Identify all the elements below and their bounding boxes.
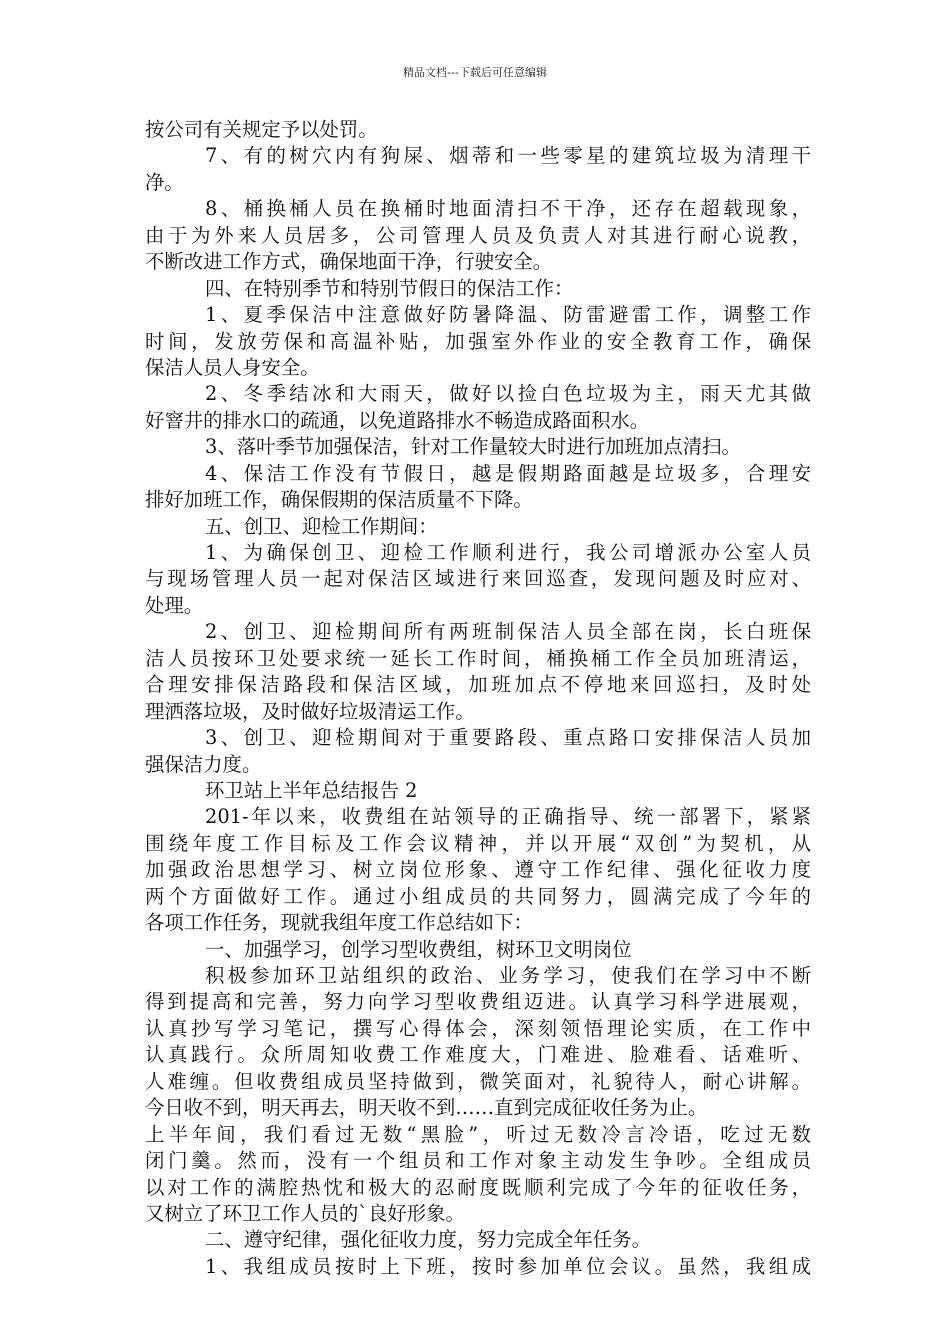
text-line: 认真抄写学习笔记，撰写心得体会，深刻领悟理论实质，在工作中 bbox=[145, 1016, 811, 1040]
report-title: 环卫站上半年总结报告 2 bbox=[205, 778, 418, 802]
text-line: 3、创卫、迎检期间对于重要路段、重点路口安排保洁人员加 bbox=[205, 726, 811, 750]
text-line: 得到提高和完善，努力向学习型收费组迈进。认真学习科学进展观， bbox=[145, 990, 811, 1014]
text-line: 又树立了环卫工作人员的`良好形象。 bbox=[145, 1201, 465, 1225]
text-line: 201-年以来，收费组在站领导的正确指导、统一部署下，紧紧 bbox=[205, 805, 811, 829]
text-line: 保洁人员人身安全。 bbox=[145, 355, 320, 379]
text-line: 各项工作任务，现就我组年度工作总结如下： bbox=[145, 911, 533, 935]
text-line: 围绕年度工作目标及工作会议精神，并以开展“双创”为契机，从 bbox=[145, 831, 811, 855]
text-line: 2、创卫、迎检期间所有两班制保洁人员全部在岗，长白班保 bbox=[205, 620, 811, 644]
text-line: 处理。 bbox=[145, 593, 204, 617]
text-line: 4、保洁工作没有节假日，越是假期路面越是垃圾多，合理安 bbox=[205, 461, 811, 485]
section-heading: 一、加强学习，创学习型收费组，树环卫文明岗位 bbox=[205, 937, 632, 961]
text-line: 净。 bbox=[145, 170, 184, 194]
text-line: 上半年间，我们看过无数“黑脸”，听过无数冷言冷语，吃过无数 bbox=[145, 1122, 811, 1146]
text-line: 2、冬季结冰和大雨天，做好以捡白色垃圾为主，雨天尤其做 bbox=[205, 382, 811, 406]
section-heading: 五、创卫、迎检工作期间： bbox=[205, 514, 438, 538]
text-line: 与现场管理人员一起对保洁区域进行来回巡查，发现问题及时应对、 bbox=[145, 567, 811, 591]
text-line: 好窨井的排水口的疏通，以免道路排水不畅造成路面积水。 bbox=[145, 408, 650, 432]
text-line: 认真践行。众所周知收费工作难度大，门难进、脸难看、话难听、 bbox=[145, 1043, 811, 1067]
text-line: 加强政治思想学习、树立岗位形象、遵守工作纪律、强化征收力度 bbox=[145, 858, 811, 882]
text-line: 排好加班工作，确保假期的保洁质量不下降。 bbox=[145, 488, 533, 512]
text-line: 1、夏季保洁中注意做好防暑降温、防雷避雷工作，调整工作 bbox=[205, 303, 811, 327]
text-line: 3、落叶季节加强保洁，针对工作量较大时进行加班加点清扫。 bbox=[205, 435, 741, 459]
text-line: 积极参加环卫站组织的政治、业务学习，使我们在学习中不断 bbox=[205, 964, 811, 987]
text-line: 今日收不到，明天再去，明天收不到……直到完成征收任务为止。 bbox=[145, 1096, 708, 1120]
document-body bbox=[145, 117, 811, 1280]
text-line: 由于为外来人员居多，公司管理人员及负责人对其进行耐心说教， bbox=[145, 223, 811, 247]
text-line: 1、为确保创卫、迎检工作顺利进行，我公司增派办公室人员 bbox=[205, 541, 811, 564]
section-heading: 四、在特别季节和特别节假日的保洁工作： bbox=[205, 276, 574, 300]
page-header: 精品文档---下载后可任意编辑 bbox=[403, 66, 547, 79]
text-line: 以对工作的满腔热忱和极大的忍耐度既顺利完成了今年的征收任务， bbox=[145, 1175, 811, 1199]
text-line: 1、我组成员按时上下班，按时参加单位会议。虽然，我组成 bbox=[205, 1254, 811, 1278]
text-line: 7、有的树穴内有狗屎、烟蒂和一些零星的建筑垃圾为清理干 bbox=[205, 144, 811, 168]
text-line: 不断改进工作方式，确保地面干净，行驶安全。 bbox=[145, 250, 553, 274]
text-line: 人难缠。但收费组成员坚持做到，微笑面对，礼貌待人，耐心讲解。 bbox=[145, 1069, 811, 1093]
section-heading: 二、遵守纪律，强化征收力度，努力完成全年任务。 bbox=[205, 1228, 651, 1252]
text-line: 8、桶换桶人员在换桶时地面清扫不干净，还存在超载现象， bbox=[205, 197, 811, 221]
text-line: 理洒落垃圾，及时做好垃圾清运工作。 bbox=[145, 699, 475, 723]
text-line: 强保洁力度。 bbox=[145, 752, 262, 776]
text-line: 合理安排保洁路段和保洁区域，加班加点不停地来回巡扫，及时处 bbox=[145, 673, 811, 697]
text-line: 按公司有关规定予以处罚。 bbox=[145, 118, 378, 141]
text-line: 时间，发放劳保和高温补贴，加强室外作业的安全教育工作，确保 bbox=[145, 329, 811, 353]
text-line: 两个方面做好工作。通过小组成员的共同努力，圆满完成了今年的 bbox=[145, 884, 811, 908]
text-line: 洁人员按环卫处要求统一延长工作时间，桶换桶工作全员加班清运， bbox=[145, 646, 811, 670]
text-line: 闭门羹。然而，没有一个组员和工作对象主动发生争吵。全组成员 bbox=[145, 1149, 811, 1173]
